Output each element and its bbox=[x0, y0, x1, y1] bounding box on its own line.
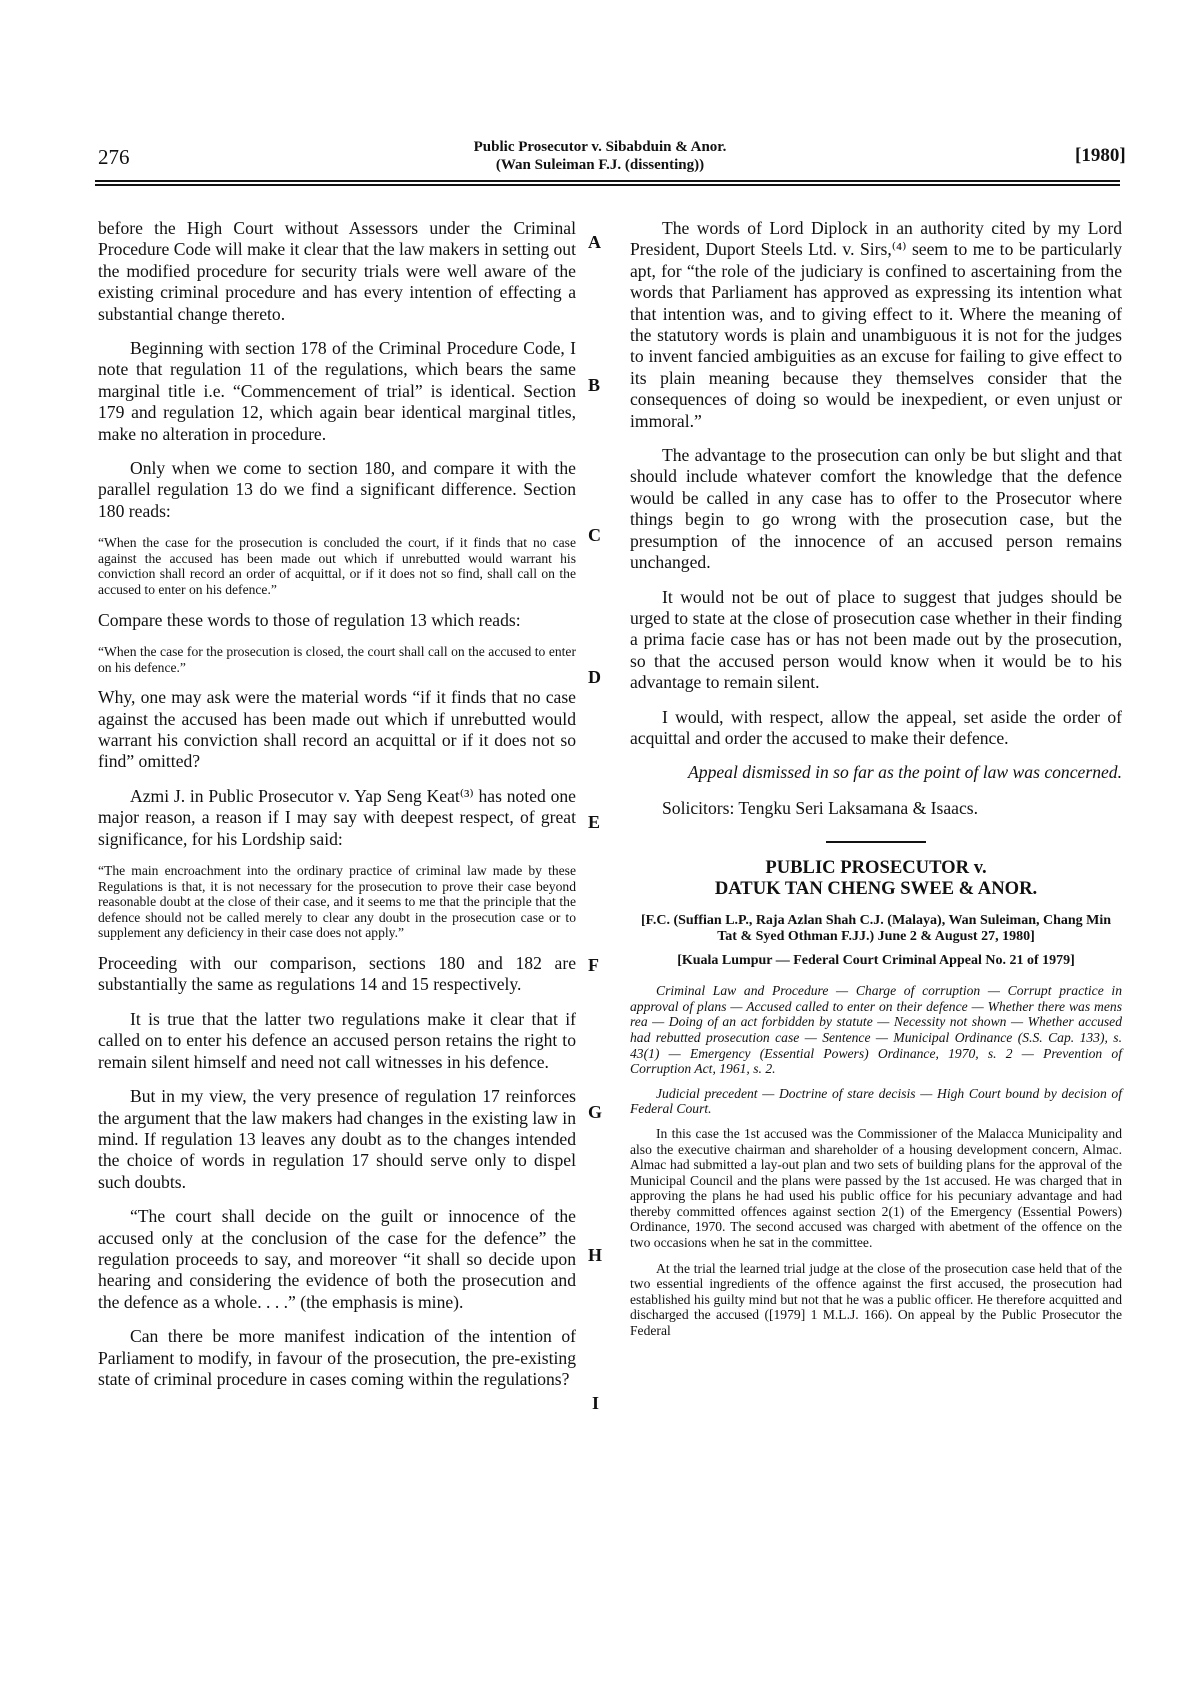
headnote-1: In this case the 1st accused was the Commissioner of the Malacca Municipality and also the executive chairman and shareholder of a housing development concern, Almac. Almac had submitted a lay-out plan and two sets of building plans for the approval of the Municipal Council and the plans were passed by the 1st accused. He was charged that in approving the plans he had used his public office for his pecuniary advantage and had thereby committed offences against section 2(1) of the Emergency (Essential Powers) Ordinance, 1970. The second accused was charged with abetment of the offence on the two occasions when he sat in the committee. bbox=[630, 1125, 1122, 1251]
paragraph: Azmi J. in Public Prosecutor v. Yap Seng Keat⁽³⁾ has noted one major reason, a reason if I may say with deepest respect, of great significance, for his Lordship said: bbox=[98, 785, 576, 849]
paragraph: “The court shall decide on the guilt or innocence of the accused only at the conclusion of the case for the defence” the regulation proceeds to say, and moreover “it shall so decide upon hearing and considering the evidence of both the prosecution and the defence as a whole. . . .” (the emphasis is mine). bbox=[98, 1206, 576, 1312]
right-column bbox=[630, 218, 1122, 1349]
paragraph: I would, with respect, allow the appeal, set aside the order of acquittal and order the accused to make their defence. bbox=[630, 706, 1122, 748]
catchwords-1: Criminal Law and Procedure — Charge of corruption — Corrupt practice in approval of plans — Accused called to enter on their defence — Whether there was mens rea — Doing of an act forbidden by statute — Necessity not shown — Whether accused had rebutted prosecution case — Sentence — Municipal Ordinance (S.S. Cap. 133), s. 43(1) — Emergency (Essential Powers) Ordinance, 1970, s. 2 — Prevention of Corruption Act, 1961, s. 2. bbox=[630, 983, 1122, 1077]
right-column-paragraphs bbox=[630, 218, 1122, 749]
case-title-line-1: PUBLIC PROSECUTOR v. bbox=[765, 857, 987, 879]
paragraph: But in my view, the very presence of regulation 17 reinforces the argument that the law makers had changes in the existing law in mind. If regulation 13 leaves any doubt as to the changes intended the choice of words in regulation 17 should serve only to dispel such doubts. bbox=[98, 1086, 576, 1192]
running-title: Public Prosecutor v. Sibabduin & Anor. bbox=[473, 139, 727, 155]
solicitors: Solicitors: Tengku Seri Laksamana & Isaacs. bbox=[662, 797, 979, 818]
catchwords-2: Judicial precedent — Doctrine of stare decisis — High Court bound by decision of Federal Court. bbox=[630, 1085, 1122, 1117]
case-court: [Kuala Lumpur — Federal Court Criminal Appeal No. 21 of 1979] bbox=[677, 953, 1075, 969]
paragraph: Beginning with section 178 of the Criminal Procedure Code, I note that regulation 11 of the regulations, which bears the same marginal title i.e. “Commencement of trial” is identical. Section 179 and regulation 12, which again bear identical marginal titles, make no alteration in procedure. bbox=[98, 338, 576, 444]
header-rule-top bbox=[95, 180, 1120, 182]
case-title bbox=[630, 857, 1122, 899]
header-rule-bottom bbox=[95, 184, 1120, 186]
margin-letter-h: H bbox=[588, 1245, 603, 1265]
margin-letter-i: I bbox=[592, 1393, 600, 1413]
paragraph: before the High Court without Assessors under the Criminal Procedure Code will make it clear that the law makers in setting out the modified procedure for security trials were well aware of the existing criminal procedure and has every intention of effecting a substantial change thereto. bbox=[98, 218, 576, 324]
case-coram: [F.C. (Suffian L.P., Raja Azlan Shah C.J. (Malaya), Wan Suleiman, Chang Min Tat & Syed Othman F.JJ.) June 2 & August 27, 1980] bbox=[640, 913, 1112, 945]
block-quote: “When the case for the prosecution is concluded the court, if it finds that no case against the accused has been made out which if unrebutted would warrant his conviction shall record an order of acquittal, or if it does not so find, shall call on the accused to enter on his defence.” bbox=[98, 535, 576, 598]
paragraph: The advantage to the prosecution can only be but slight and that should include whatever comfort the knowledge that the defence would be called in any case has to offer to the Prosecutor where things begin to go wrong with the prosecution case, but the presumption of the innocence of an accused person remains unchanged. bbox=[630, 445, 1122, 573]
case-separator bbox=[826, 841, 926, 843]
margin-letter-c: C bbox=[588, 525, 601, 545]
running-subtitle: (Wan Suleiman F.J. (dissenting)) bbox=[495, 157, 705, 173]
margin-letter-b: B bbox=[588, 375, 601, 395]
left-column bbox=[98, 218, 576, 1403]
block-quote: “When the case for the prosecution is closed, the court shall call on the accused to enter on his defence.” bbox=[98, 644, 576, 675]
margin-letter-a: A bbox=[588, 232, 601, 252]
disposition: Appeal dismissed in so far as the point of law was concerned. bbox=[688, 762, 1122, 783]
paragraph: Can there be more manifest indication of the intention of Parliament to modify, in favour of the prosecution, the pre-existing state of criminal procedure in cases coming within the regulations? bbox=[98, 1326, 576, 1389]
case-title-line-2: DATUK TAN CHENG SWEE & ANOR. bbox=[714, 878, 1038, 900]
paragraph: Why, one may ask were the material words “if it finds that no case against the accused has been made out which if unrebutted would warrant his conviction shall record an acquittal or if it does not so find” omitted? bbox=[98, 687, 576, 772]
margin-letter-d: D bbox=[588, 667, 601, 687]
headnote-2: At the trial the learned trial judge at the close of the prosecution case held that of the two essential ingredients of the offence against the first accused, the prosecution had established his guilty mind but not that he was a public officer. He therefore acquitted and discharged the accused ([1979] 1 M.L.J. 166). On appeal by the Public Prosecutor the Federal bbox=[630, 1260, 1122, 1339]
paragraph: The words of Lord Diplock in an authority cited by my Lord President, Duport Steels Ltd. v. Sirs,⁽⁴⁾ seem to me to be particularly apt, for “the role of the judiciary is confined to ascertaining from the words that Parliament has approved as expressing its intention what that intention was, and to giving effect to it. Where the meaning of the statutory words is plain and unambiguous it is not for the judges to invent fancied ambiguities as an excuse for failing to give effect to its plain meaning because they themselves consider that the consequences of doing so would be inexpedient, or even unjust or immoral.” bbox=[630, 218, 1122, 431]
margin-letter-f: F bbox=[588, 955, 599, 975]
paragraph: Proceeding with our comparison, sections 180 and 182 are substantially the same as regulations 14 and 15 respectively. bbox=[98, 953, 576, 995]
running-head bbox=[380, 138, 820, 174]
paragraph: It is true that the latter two regulations make it clear that if called on to enter his defence an accused person retains the right to remain silent himself and need not call witnesses in his defence. bbox=[98, 1008, 576, 1072]
margin-letter-g: G bbox=[588, 1102, 603, 1122]
paragraph: It would not be out of place to suggest that judges should be urged to state at the close of prosecution case whether in their finding a prima facie case has or has not been made out by the prosecution, so that the accused person would know when it would be to his advantage to remain silent. bbox=[630, 586, 1122, 693]
margin-letter-e: E bbox=[588, 812, 601, 832]
block-quote: “The main encroachment into the ordinary practice of criminal law made by these Regulations is that, it is not necessary for the prosecution to prove their case beyond reasonable doubt at the close of their case, and it seems to me that the principle that the defence should not be called merely to clear any doubt in the prosecution case or to supplement any deficiency in their case does not apply.” bbox=[98, 863, 576, 941]
paragraph: Only when we come to section 180, and compare it with the parallel regulation 13 do we find a significant difference. Section 180 reads: bbox=[98, 458, 576, 521]
paragraph: Compare these words to those of regulation 13 which reads: bbox=[98, 609, 521, 630]
report-year: [1980] bbox=[1075, 145, 1126, 166]
page-number: 276 bbox=[98, 145, 130, 169]
